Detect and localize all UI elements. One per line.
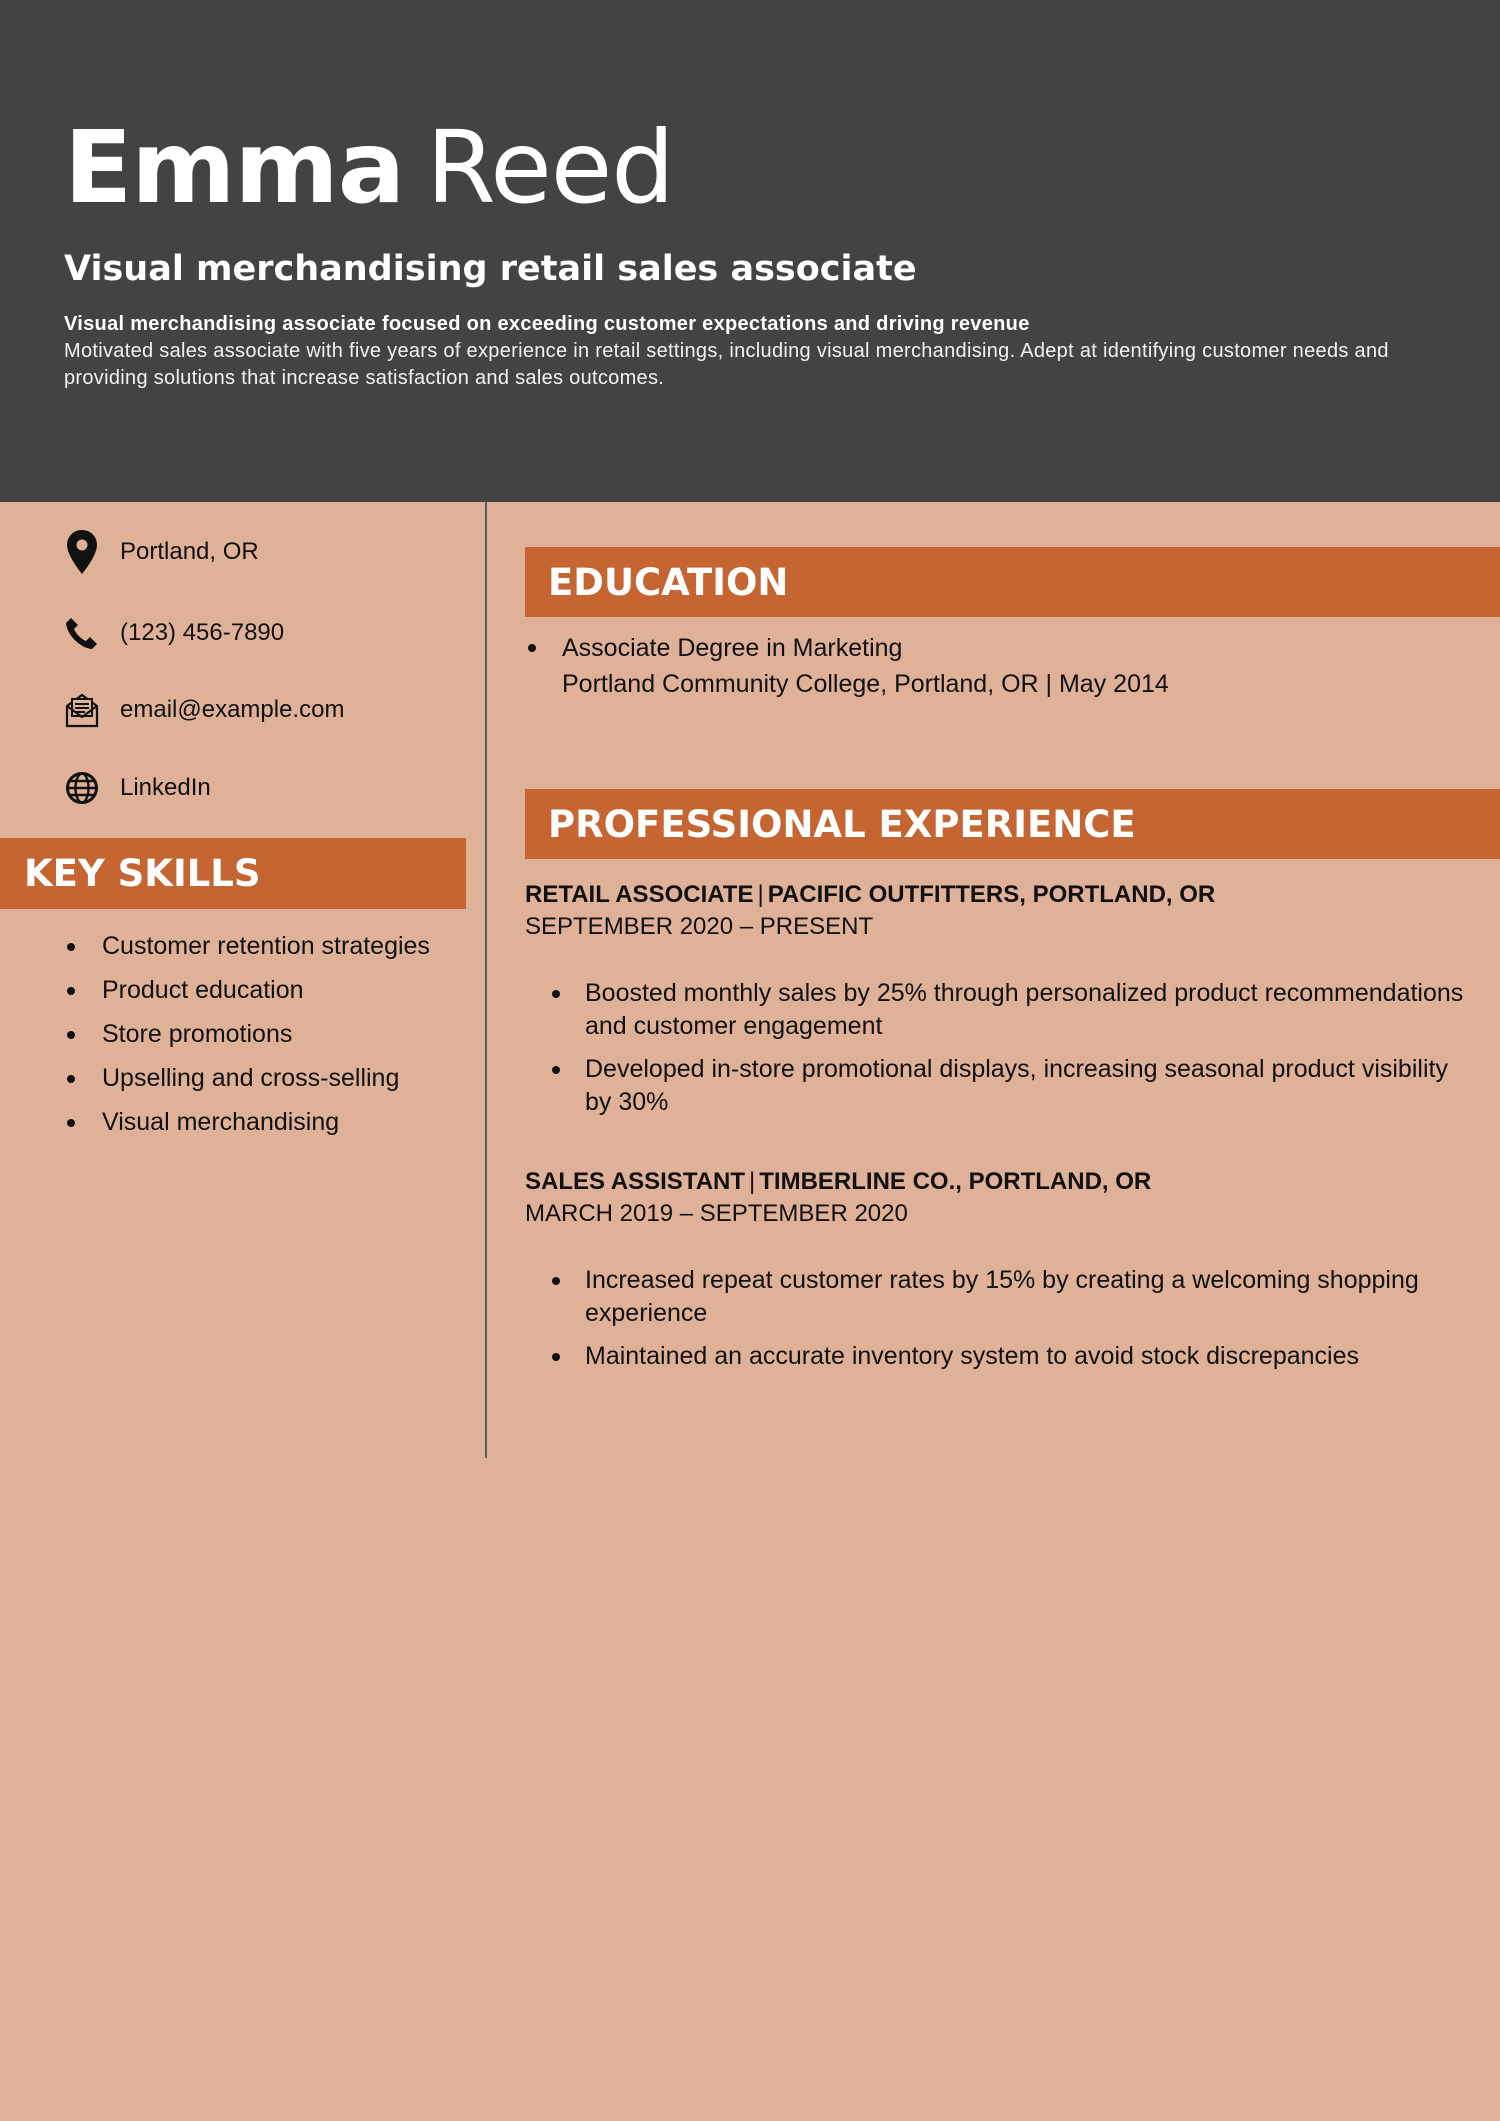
- column-divider: [485, 502, 487, 1458]
- contact-location: [64, 527, 464, 577]
- job-dates: MARCH 2019 – SEPTEMBER 2020: [525, 1200, 908, 1227]
- job-company: TIMBERLINE CO., PORTLAND, OR: [759, 1168, 1152, 1195]
- job-bullets: [525, 1264, 1475, 1373]
- summary-body: Motivated sales associate with five years of experience in retail settings, including visual merchandising. Adept at identifying customer needs and providing solutions that increase satisfaction and sales outcomes.: [64, 340, 1389, 389]
- separator: |: [757, 881, 764, 908]
- experience-heading: PROFESSIONAL EXPERIENCE: [525, 789, 1500, 859]
- location-text: Portland, OR: [120, 538, 259, 565]
- job-company: PACIFIC OUTFITTERS, PORTLAND, OR: [767, 881, 1216, 908]
- email-icon: [64, 688, 100, 732]
- list-item: Boosted monthly sales by 25% through personalized product recommendations and customer engagement: [525, 977, 1475, 1043]
- skills-list: [64, 924, 474, 1144]
- summary: [64, 311, 1424, 392]
- job-entry: [525, 1166, 1475, 1383]
- list-item: Store promotions: [64, 1012, 474, 1056]
- last-name: Reed: [426, 109, 674, 226]
- globe-icon: [64, 766, 100, 810]
- degree: Associate Degree in Marketing: [562, 634, 903, 662]
- first-name: Emma: [64, 109, 405, 226]
- job-role: RETAIL ASSOCIATE: [525, 881, 754, 908]
- job-title: Visual merchandising retail sales associate: [64, 249, 917, 289]
- location-pin-icon: [64, 530, 100, 574]
- list-item: Upselling and cross-selling: [64, 1056, 474, 1100]
- contact-email: [64, 685, 464, 735]
- phone-text: (123) 456-7890: [120, 619, 285, 646]
- key-skills-heading: KEY SKILLS: [0, 838, 466, 909]
- list-item: Maintained an accurate inventory system to avoid stock discrepancies: [525, 1340, 1475, 1373]
- separator: |: [749, 1168, 756, 1195]
- education-entry: [525, 630, 1475, 702]
- email-text[interactable]: email@example.com: [120, 696, 345, 723]
- header: [0, 0, 1500, 502]
- list-item: Customer retention strategies: [64, 924, 474, 968]
- candidate-name: [64, 108, 674, 228]
- education-heading: EDUCATION: [525, 547, 1500, 617]
- phone-icon: [64, 611, 100, 655]
- linkedin-link[interactable]: LinkedIn: [120, 774, 211, 801]
- job-role-line: [525, 1166, 1475, 1198]
- job-entry: [525, 879, 1475, 1129]
- contact-linkedin: [64, 763, 464, 813]
- job-role: SALES ASSISTANT: [525, 1168, 746, 1195]
- list-item: Increased repeat customer rates by 15% by creating a welcoming shopping experience: [525, 1264, 1475, 1330]
- school-line: Portland Community College, Portland, OR | May 2014: [562, 670, 1169, 698]
- list-item: Product education: [64, 968, 474, 1012]
- job-bullets: [525, 977, 1475, 1119]
- contact-phone: [64, 608, 464, 658]
- list-item: Developed in-store promotional displays, increasing seasonal product visibility by 30%: [525, 1053, 1475, 1119]
- summary-headline: Visual merchandising associate focused on exceeding customer expectations and driving revenue: [64, 313, 1030, 335]
- job-role-line: [525, 879, 1475, 911]
- job-dates: SEPTEMBER 2020 – PRESENT: [525, 913, 874, 940]
- list-item: Visual merchandising: [64, 1100, 474, 1144]
- bullet: [528, 644, 536, 652]
